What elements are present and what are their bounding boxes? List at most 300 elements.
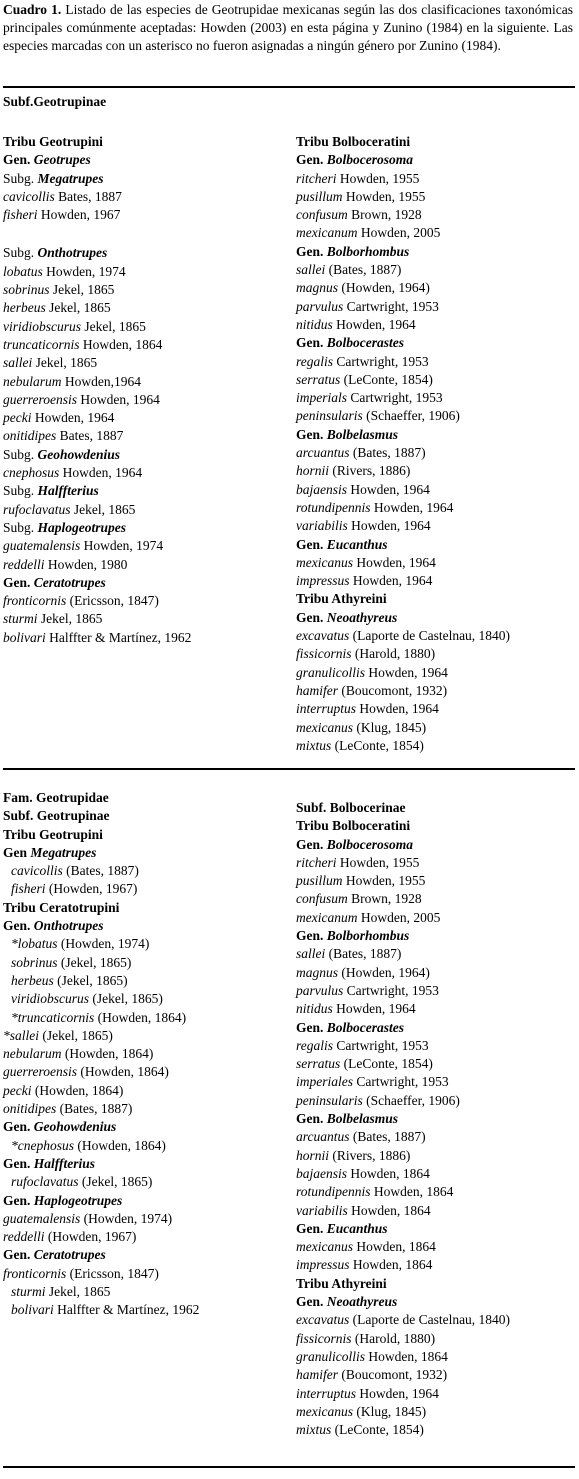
taxon-name: Megatrupes bbox=[30, 844, 97, 860]
rank-prefix: Gen. bbox=[3, 1192, 34, 1208]
species-entry bbox=[3, 1063, 199, 1081]
rank-prefix: Subg. bbox=[3, 519, 38, 535]
species-entry bbox=[296, 1128, 510, 1146]
species-authority: Howden,1964 bbox=[61, 373, 141, 389]
species-authority: Howden, 1964 bbox=[347, 518, 431, 534]
species-entry bbox=[296, 890, 510, 908]
species-authority: (Howden, 1967) bbox=[44, 1229, 137, 1245]
species-entry bbox=[3, 592, 191, 610]
species-authority: (Howden, 1864) bbox=[77, 1064, 169, 1080]
species-name: magnus bbox=[296, 964, 339, 980]
taxon-name: Ceratotrupes bbox=[33, 574, 106, 590]
rank-prefix: Gen. bbox=[296, 426, 327, 442]
species-entry bbox=[3, 880, 199, 898]
species-name: magnus bbox=[296, 280, 339, 296]
species-name: onitidipes bbox=[3, 1101, 57, 1117]
genus-heading bbox=[296, 1110, 510, 1128]
species-name: lobatus bbox=[3, 263, 43, 279]
species-authority: Brown, 1928 bbox=[347, 207, 422, 223]
taxon-heading: Subf. Geotrupinae bbox=[3, 808, 110, 824]
species-name: truncaticornis bbox=[3, 336, 80, 352]
species-entry bbox=[296, 407, 510, 425]
taxon-name: Halffterius bbox=[37, 483, 99, 499]
species-entry bbox=[296, 854, 510, 872]
species-entry bbox=[3, 299, 191, 317]
species-authority: Howden, 1964 bbox=[332, 1001, 416, 1017]
species-name: sturmi bbox=[3, 611, 38, 627]
species-authority: Cartwright, 1953 bbox=[347, 390, 443, 406]
species-authority: (Bates, 1887) bbox=[349, 445, 426, 461]
taxon-name: Neoathyreus bbox=[326, 609, 398, 625]
species-authority: (Ericsson, 1847) bbox=[66, 1265, 159, 1281]
species-entry bbox=[296, 1256, 510, 1274]
species-authority: (Ericsson, 1847) bbox=[66, 593, 159, 609]
species-authority: Bates, 1887 bbox=[56, 428, 124, 444]
asterisk-mark: * bbox=[11, 1009, 18, 1025]
rank-prefix: Gen. bbox=[3, 918, 34, 934]
species-entry bbox=[3, 1283, 199, 1301]
species-name: fisheri bbox=[11, 881, 46, 897]
species-name: mexicanus bbox=[296, 1239, 353, 1255]
species-authority: Howden, 1955 bbox=[336, 854, 420, 870]
howden-right-column bbox=[296, 123, 510, 755]
genus-heading bbox=[3, 844, 199, 862]
species-authority: (Harold, 1880) bbox=[351, 1330, 436, 1346]
species-entry bbox=[296, 664, 510, 682]
species-entry bbox=[3, 1082, 199, 1100]
species-entry bbox=[296, 1330, 510, 1348]
species-name: nitidus bbox=[296, 1001, 333, 1017]
taxon-heading: Tribu Geotrupini bbox=[3, 134, 103, 149]
genus-heading bbox=[296, 151, 510, 169]
rank-prefix: Gen bbox=[3, 844, 31, 860]
species-entry bbox=[3, 935, 199, 953]
species-name: impressus bbox=[296, 573, 350, 589]
species-entry bbox=[3, 1137, 199, 1155]
species-authority: Howden, 1964 bbox=[31, 410, 115, 426]
species-authority: (Howden, 1864) bbox=[94, 1009, 187, 1025]
taxon-name: Onthotrupes bbox=[37, 245, 108, 261]
species-entry bbox=[3, 610, 191, 628]
taxon-name: Bolbelasmus bbox=[326, 426, 399, 442]
species-authority: Howden, 1864 bbox=[352, 1239, 436, 1255]
species-name: bajaensis bbox=[296, 481, 348, 497]
genus-heading bbox=[3, 1246, 199, 1264]
top-rule bbox=[3, 86, 575, 88]
species-entry bbox=[3, 1265, 199, 1283]
species-authority: (Jekel, 1865) bbox=[57, 954, 132, 970]
rank-prefix: Gen. bbox=[296, 335, 327, 351]
species-name: hamifer bbox=[296, 682, 338, 698]
genus-heading bbox=[296, 536, 510, 554]
species-name: onitidipes bbox=[3, 428, 57, 444]
species-authority: Cartwright, 1953 bbox=[353, 1074, 449, 1090]
species-entry bbox=[3, 537, 191, 555]
taxon-name: Bolbocerastes bbox=[326, 1019, 405, 1035]
species-name: variabilis bbox=[296, 1202, 348, 1218]
species-name: hamifer bbox=[296, 1367, 338, 1383]
species-name: imperials bbox=[296, 390, 348, 406]
species-entry bbox=[296, 964, 510, 982]
species-entry bbox=[3, 281, 191, 299]
species-entry bbox=[3, 1210, 199, 1228]
species-authority: Howden, 1964 bbox=[347, 481, 430, 497]
species-name: rufoclavatus bbox=[11, 1174, 79, 1190]
species-name: herbeus bbox=[3, 300, 46, 316]
asterisk-mark: * bbox=[3, 1027, 10, 1043]
spacer bbox=[296, 789, 510, 799]
species-name: guatemalensis bbox=[3, 538, 81, 554]
species-name: sallei bbox=[296, 946, 326, 962]
species-authority: (Jekel, 1865) bbox=[78, 1174, 153, 1190]
species-name: nebularum bbox=[3, 373, 62, 389]
rank-prefix: Gen. bbox=[296, 1220, 327, 1236]
taxon-name: Geotrupes bbox=[33, 152, 91, 168]
species-authority: Howden, 1964 bbox=[352, 554, 436, 570]
asterisk-mark: * bbox=[11, 1137, 18, 1153]
howden-left-column bbox=[3, 123, 191, 647]
species-authority: Howden, 1864 bbox=[347, 1165, 430, 1181]
species-entry bbox=[3, 391, 191, 409]
subgenus-heading bbox=[3, 519, 191, 537]
species-name: guerreroensis bbox=[3, 1064, 77, 1080]
species-entry bbox=[3, 1045, 199, 1063]
species-authority: Howden, 1964 bbox=[356, 701, 439, 717]
species-name: confusum bbox=[296, 207, 348, 223]
species-authority: Howden, 1864 bbox=[349, 1257, 433, 1273]
species-name: nebularum bbox=[3, 1046, 62, 1062]
species-authority: (Bates, 1887) bbox=[325, 262, 402, 278]
species-name: sallei bbox=[3, 355, 33, 371]
species-name: granulicollis bbox=[296, 664, 366, 680]
species-authority: (Bates, 1887) bbox=[325, 946, 402, 962]
species-authority: (Klug, 1845) bbox=[352, 719, 427, 735]
species-authority: (Klug, 1845) bbox=[352, 1403, 427, 1419]
species-name: fisheri bbox=[3, 207, 38, 223]
species-authority: Jekel, 1865 bbox=[45, 1284, 111, 1300]
genus-heading bbox=[296, 836, 510, 854]
species-name: sallei bbox=[296, 262, 326, 278]
species-name: ritcheri bbox=[296, 854, 337, 870]
species-name: cavicollis bbox=[3, 188, 55, 204]
species-entry bbox=[3, 1173, 199, 1191]
rank-prefix: Gen. bbox=[296, 1294, 327, 1310]
species-name: reddelli bbox=[3, 1229, 45, 1245]
taxon-name: Eucanthus bbox=[326, 1220, 388, 1236]
species-entry bbox=[296, 462, 510, 480]
species-name: mixtus bbox=[296, 1422, 332, 1438]
species-authority: Howden, 1980 bbox=[44, 556, 128, 572]
species-entry bbox=[296, 517, 510, 535]
genus-heading bbox=[296, 243, 510, 261]
species-entry bbox=[3, 1027, 199, 1045]
species-name: mixtus bbox=[296, 737, 332, 753]
species-name: sobrinus bbox=[3, 282, 50, 298]
species-authority: Jekel, 1865 bbox=[81, 318, 146, 334]
species-authority: (Howden, 1967) bbox=[45, 881, 138, 897]
rank-prefix: Gen. bbox=[3, 152, 34, 168]
species-entry bbox=[3, 629, 191, 647]
species-name: cnephosus bbox=[3, 465, 60, 481]
species-name: confusum bbox=[296, 891, 348, 907]
rank-prefix: Gen. bbox=[296, 928, 327, 944]
rank-prefix: Gen. bbox=[296, 536, 327, 552]
species-name: fissicornis bbox=[296, 646, 352, 662]
species-entry bbox=[3, 1100, 199, 1118]
species-authority: Howden, 2005 bbox=[357, 909, 441, 925]
species-entry bbox=[296, 1000, 510, 1018]
species-name: parvulus bbox=[296, 982, 344, 998]
species-entry bbox=[296, 261, 510, 279]
subgenus-heading bbox=[3, 446, 191, 464]
rank-prefix: Gen. bbox=[3, 1119, 34, 1135]
taxon-name: Neoathyreus bbox=[326, 1294, 398, 1310]
species-entry bbox=[296, 737, 510, 755]
species-authority: Howden, 1964 bbox=[370, 499, 454, 515]
species-name: variabilis bbox=[296, 518, 348, 534]
subfamily-heading: Subf.Geotrupinae bbox=[3, 94, 107, 109]
species-authority: (Howden, 1964) bbox=[338, 280, 430, 296]
subgenus-heading bbox=[3, 482, 191, 500]
species-authority: (Howden, 1864) bbox=[31, 1082, 124, 1098]
zunino-right-column bbox=[296, 789, 510, 1439]
species-entry bbox=[296, 1385, 510, 1403]
species-name: peninsularis bbox=[296, 408, 363, 424]
species-entry bbox=[3, 464, 191, 482]
species-authority: (Rivers, 1886) bbox=[329, 1147, 411, 1163]
species-authority: Howden, 1955 bbox=[342, 873, 426, 889]
genus-heading bbox=[3, 574, 191, 592]
species-entry bbox=[296, 1055, 510, 1073]
species-name: hornii bbox=[296, 463, 330, 479]
rank-prefix: Gen. bbox=[296, 1111, 327, 1127]
species-entry bbox=[296, 1165, 510, 1183]
species-name: mexicanus bbox=[296, 554, 353, 570]
species-authority: Halffter & Martínez, 1962 bbox=[45, 629, 192, 645]
species-entry bbox=[296, 872, 510, 890]
species-entry bbox=[3, 318, 191, 336]
species-name: ritcheri bbox=[296, 170, 337, 186]
taxon-name: Eucanthus bbox=[326, 536, 388, 552]
species-authority: (Howden, 1974) bbox=[57, 936, 150, 952]
rank-prefix: Gen. bbox=[296, 1019, 327, 1035]
species-entry bbox=[296, 627, 510, 645]
caption-text: Listado de las especies de Geotrupidae mexicanas según las dos clasificaciones taxonómicas principales comúnmente aceptadas: Howden (2003) en esta página y Zunino (1984) en la siguiente. Las especies marcadas con un asterisco no fueron asignadas a ningún género por Zunino (1984). bbox=[3, 2, 573, 54]
taxon-heading: Tribu Ceratotrupini bbox=[3, 899, 120, 915]
species-name: mexicanum bbox=[296, 225, 358, 241]
species-name: interruptus bbox=[296, 1385, 357, 1401]
taxon-name: Geohowdenius bbox=[33, 1119, 117, 1135]
species-name: arcuantus bbox=[296, 445, 350, 461]
species-entry bbox=[3, 990, 199, 1008]
species-entry bbox=[296, 645, 510, 663]
taxon-heading: Fam. Geotrupidae bbox=[3, 790, 109, 805]
species-entry bbox=[3, 862, 199, 880]
taxon-name: Megatrupes bbox=[37, 170, 104, 186]
species-name: pusillum bbox=[296, 188, 343, 204]
rank-prefix: Subg. bbox=[3, 170, 38, 186]
species-entry bbox=[296, 224, 510, 242]
species-name: viridiobscurus bbox=[11, 991, 90, 1007]
genus-heading bbox=[296, 1019, 510, 1037]
species-authority: Jekel, 1865 bbox=[49, 282, 115, 298]
species-entry bbox=[296, 719, 510, 737]
species-authority: (Bates, 1887) bbox=[56, 1101, 133, 1117]
species-authority: Cartwright, 1953 bbox=[343, 982, 439, 998]
species-entry bbox=[3, 188, 191, 206]
species-entry bbox=[3, 354, 191, 372]
taxon-name: Bolbocerosoma bbox=[326, 152, 414, 168]
species-entry bbox=[3, 501, 191, 519]
species-authority: (Schaeffer, 1906) bbox=[362, 1092, 460, 1108]
table-caption bbox=[3, 1, 573, 56]
species-name: viridiobscurus bbox=[3, 318, 82, 334]
rank-prefix: Gen. bbox=[296, 152, 327, 168]
species-name: reddelli bbox=[3, 556, 45, 572]
rank-prefix: Gen. bbox=[296, 609, 327, 625]
taxon-name: Geohowdenius bbox=[37, 446, 121, 462]
species-entry bbox=[296, 206, 510, 224]
species-authority: Cartwright, 1953 bbox=[333, 1037, 429, 1053]
species-entry bbox=[3, 427, 191, 445]
species-authority: (LeConte, 1854) bbox=[340, 1056, 433, 1072]
genus-heading bbox=[3, 1118, 199, 1136]
species-authority: (Rivers, 1886) bbox=[329, 463, 411, 479]
taxon-heading: Tribu Athyreini bbox=[296, 591, 387, 607]
species-authority: Howden, 1955 bbox=[336, 170, 420, 186]
genus-heading bbox=[296, 1220, 510, 1238]
species-entry bbox=[296, 982, 510, 1000]
species-entry bbox=[296, 1092, 510, 1110]
species-name: excavatus bbox=[296, 1312, 350, 1328]
species-authority: Howden, 1964 bbox=[332, 316, 416, 332]
taxon-name: Ceratotrupes bbox=[33, 1247, 106, 1263]
species-authority: Howden, 1955 bbox=[342, 188, 426, 204]
species-authority: (Howden, 1964) bbox=[338, 964, 430, 980]
species-entry bbox=[296, 298, 510, 316]
species-authority: Brown, 1928 bbox=[347, 891, 422, 907]
species-entry bbox=[3, 373, 191, 391]
species-entry bbox=[296, 170, 510, 188]
species-authority: (Jekel, 1865) bbox=[53, 972, 128, 988]
species-authority: Howden, 1974 bbox=[42, 263, 126, 279]
species-name: peninsularis bbox=[296, 1092, 363, 1108]
species-authority: (LeConte, 1854) bbox=[331, 737, 424, 753]
species-name: lobatus bbox=[17, 936, 58, 952]
species-authority: Bates, 1887 bbox=[54, 188, 122, 204]
species-entry bbox=[296, 444, 510, 462]
genus-heading bbox=[296, 426, 510, 444]
species-authority: (Bates, 1887) bbox=[62, 863, 139, 879]
species-entry bbox=[296, 1037, 510, 1055]
taxon-heading: Subf. Bolbocerinae bbox=[296, 800, 406, 815]
subgenus-heading bbox=[3, 170, 191, 188]
species-name: cavicollis bbox=[11, 863, 63, 879]
species-name: cnephosus bbox=[17, 1137, 74, 1153]
species-authority: (Harold, 1880) bbox=[351, 646, 436, 662]
species-name: fronticornis bbox=[3, 593, 67, 609]
species-authority: (Howden, 1864) bbox=[74, 1137, 166, 1153]
species-entry bbox=[3, 336, 191, 354]
species-authority: (Jekel, 1865) bbox=[89, 991, 163, 1007]
species-authority: Halffter & Martínez, 1962 bbox=[53, 1302, 200, 1318]
species-entry bbox=[3, 263, 191, 281]
species-name: excavatus bbox=[296, 628, 350, 644]
species-entry bbox=[296, 279, 510, 297]
taxon-name: Bolborhombus bbox=[326, 928, 410, 944]
rank-prefix: Gen. bbox=[3, 1155, 34, 1171]
species-entry bbox=[3, 1009, 199, 1027]
genus-heading bbox=[296, 927, 510, 945]
species-name: bolivari bbox=[3, 629, 46, 645]
species-entry bbox=[296, 1366, 510, 1384]
spacer bbox=[3, 123, 191, 133]
species-entry bbox=[296, 1238, 510, 1256]
species-name: serratus bbox=[296, 1056, 341, 1072]
taxon-name: Bolbocerosoma bbox=[326, 836, 414, 852]
species-name: pecki bbox=[3, 410, 32, 426]
species-entry bbox=[296, 572, 510, 590]
species-entry bbox=[296, 1073, 510, 1091]
species-authority: Howden, 1967 bbox=[37, 207, 121, 223]
species-name: mexicanus bbox=[296, 1403, 353, 1419]
species-name: impressus bbox=[296, 1257, 350, 1273]
species-entry bbox=[296, 371, 510, 389]
rank-prefix: Subg. bbox=[3, 245, 38, 261]
species-name: imperiales bbox=[296, 1074, 353, 1090]
species-name: arcuantus bbox=[296, 1129, 350, 1145]
zunino-left-column bbox=[3, 789, 199, 1320]
species-authority: Howden, 1864 bbox=[370, 1184, 454, 1200]
middle-rule bbox=[3, 768, 575, 770]
species-entry bbox=[296, 353, 510, 371]
species-name: guerreroensis bbox=[3, 391, 77, 407]
species-authority: Jekel, 1865 bbox=[45, 300, 111, 316]
species-entry bbox=[3, 1228, 199, 1246]
taxon-name: Halffterius bbox=[33, 1155, 96, 1171]
species-entry bbox=[3, 972, 199, 990]
species-entry bbox=[3, 206, 191, 224]
species-entry bbox=[296, 1202, 510, 1220]
species-entry bbox=[3, 954, 199, 972]
species-entry bbox=[296, 945, 510, 963]
species-entry bbox=[296, 499, 510, 517]
species-entry bbox=[296, 188, 510, 206]
species-authority: Howden, 1964 bbox=[59, 465, 143, 481]
spacer bbox=[296, 123, 510, 133]
taxon-name: Onthotrupes bbox=[33, 918, 104, 934]
genus-heading bbox=[3, 151, 191, 169]
species-entry bbox=[296, 554, 510, 572]
caption-label: Cuadro 1. bbox=[3, 2, 62, 17]
species-entry bbox=[3, 556, 191, 574]
species-entry bbox=[296, 682, 510, 700]
species-entry bbox=[296, 1403, 510, 1421]
species-entry bbox=[296, 1147, 510, 1165]
species-name: nitidus bbox=[296, 316, 333, 332]
species-name: mexicanum bbox=[296, 909, 358, 925]
species-name: sobrinus bbox=[11, 954, 58, 970]
species-authority: (Laporte de Castelnau, 1840) bbox=[349, 1312, 511, 1328]
species-authority: Howden, 1964 bbox=[77, 391, 160, 407]
rank-prefix: Subg. bbox=[3, 446, 38, 462]
species-name: granulicollis bbox=[296, 1348, 366, 1364]
species-entry bbox=[296, 1348, 510, 1366]
species-authority: Howden, 1964 bbox=[365, 664, 448, 680]
species-authority: (Schaeffer, 1906) bbox=[362, 408, 460, 424]
spacer bbox=[3, 234, 191, 244]
species-entry bbox=[296, 316, 510, 334]
